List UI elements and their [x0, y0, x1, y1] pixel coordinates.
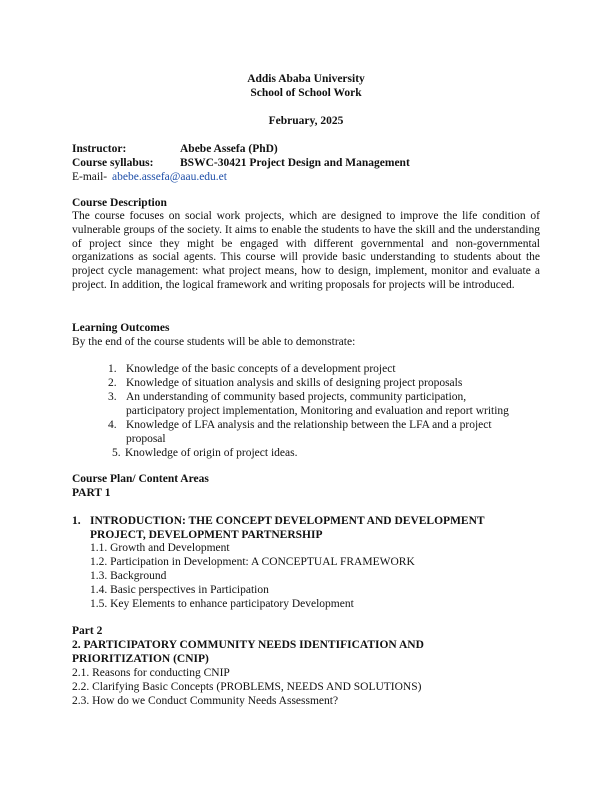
outcome-item: Knowledge of LFA analysis and the relationship between the LFA and a project	[126, 419, 492, 431]
document-date: February, 2025	[268, 115, 344, 127]
section-2-title-continued: PRIORITIZATION (CNIP)	[72, 653, 209, 665]
course-plan-heading: Course Plan/ Content Areas	[72, 473, 209, 485]
syllabus-label: Course syllabus:	[72, 157, 154, 169]
outcome-number: 5.	[112, 447, 121, 459]
section-1-item: 1.5. Key Elements to enhance participatory Development	[90, 598, 354, 610]
part-2-heading: Part 2	[72, 625, 103, 637]
section-2-item: 2.2. Clarifying Basic Concepts (PROBLEMS, NEEDS AND SOLUTIONS)	[72, 681, 422, 693]
email-label: E-mail-	[72, 171, 108, 183]
section-1-item: 1.2. Participation in Development: A CONCEPTUAL FRAMEWORK	[90, 556, 415, 568]
section-1-title-continued: PROJECT, DEVELOPMENT PARTNERSHIP	[90, 529, 323, 541]
section-2-item: 2.1. Reasons for conducting CNIP	[72, 667, 230, 679]
outcome-item-continued: proposal	[126, 433, 166, 445]
outcome-item: Knowledge of the basic concepts of a development project	[126, 363, 396, 375]
outcome-number: 4.	[108, 419, 117, 431]
instructor-label: Instructor:	[72, 143, 127, 155]
part-1-heading: PART 1	[72, 487, 111, 499]
course-description-text: The course focuses on social work projects, which are designed to improve the life condition of vulnerable groups of the society. It aims to enable the students to have the skill and the understanding of project since they might be engaged with different governmental and non-governmental organizations as social agents. This course will provide basic understanding to students about the project cycle management: what project means, how to design, implement, monitor and evaluate a project. In addition, the logical framework and writing proposals for projects will be introduced.	[72, 210, 540, 291]
section-1-title: INTRODUCTION: THE CONCEPT DEVELOPMENT AND DEVELOPMENT	[90, 515, 485, 527]
university-name: Addis Ababa University	[247, 73, 365, 85]
outcome-item: Knowledge of origin of project ideas.	[125, 447, 298, 459]
outcome-number: 2.	[108, 377, 117, 389]
school-name: School of School Work	[250, 87, 362, 99]
outcome-number: 1.	[108, 363, 117, 375]
section-1-item: 1.3. Background	[90, 570, 167, 582]
learning-outcomes-intro: By the end of the course students will be able to demonstrate:	[72, 336, 356, 348]
instructor-value: Abebe Assefa (PhD)	[180, 143, 278, 155]
learning-outcomes-heading: Learning Outcomes	[72, 322, 170, 334]
section-2-title: 2. PARTICIPATORY COMMUNITY NEEDS IDENTIFICATION AND	[72, 639, 424, 651]
course-description-heading: Course Description	[72, 197, 167, 209]
email-link[interactable]: abebe.assefa@aau.edu.et	[112, 171, 227, 183]
section-1-item: 1.1. Growth and Development	[90, 542, 230, 554]
outcome-item-continued: participatory project implementation, Monitoring and evaluation and report writing	[126, 405, 509, 417]
outcome-item: An understanding of community based projects, community participation,	[126, 391, 467, 403]
section-2-item: 2.3. How do we Conduct Community Needs Assessment?	[72, 695, 339, 707]
section-1-number: 1.	[72, 515, 81, 527]
outcome-item: Knowledge of situation analysis and skills of designing project proposals	[126, 377, 463, 389]
outcome-number: 3.	[108, 391, 117, 403]
section-1-item: 1.4. Basic perspectives in Participation	[90, 584, 269, 596]
syllabus-value: BSWC-30421 Project Design and Management	[180, 157, 410, 169]
